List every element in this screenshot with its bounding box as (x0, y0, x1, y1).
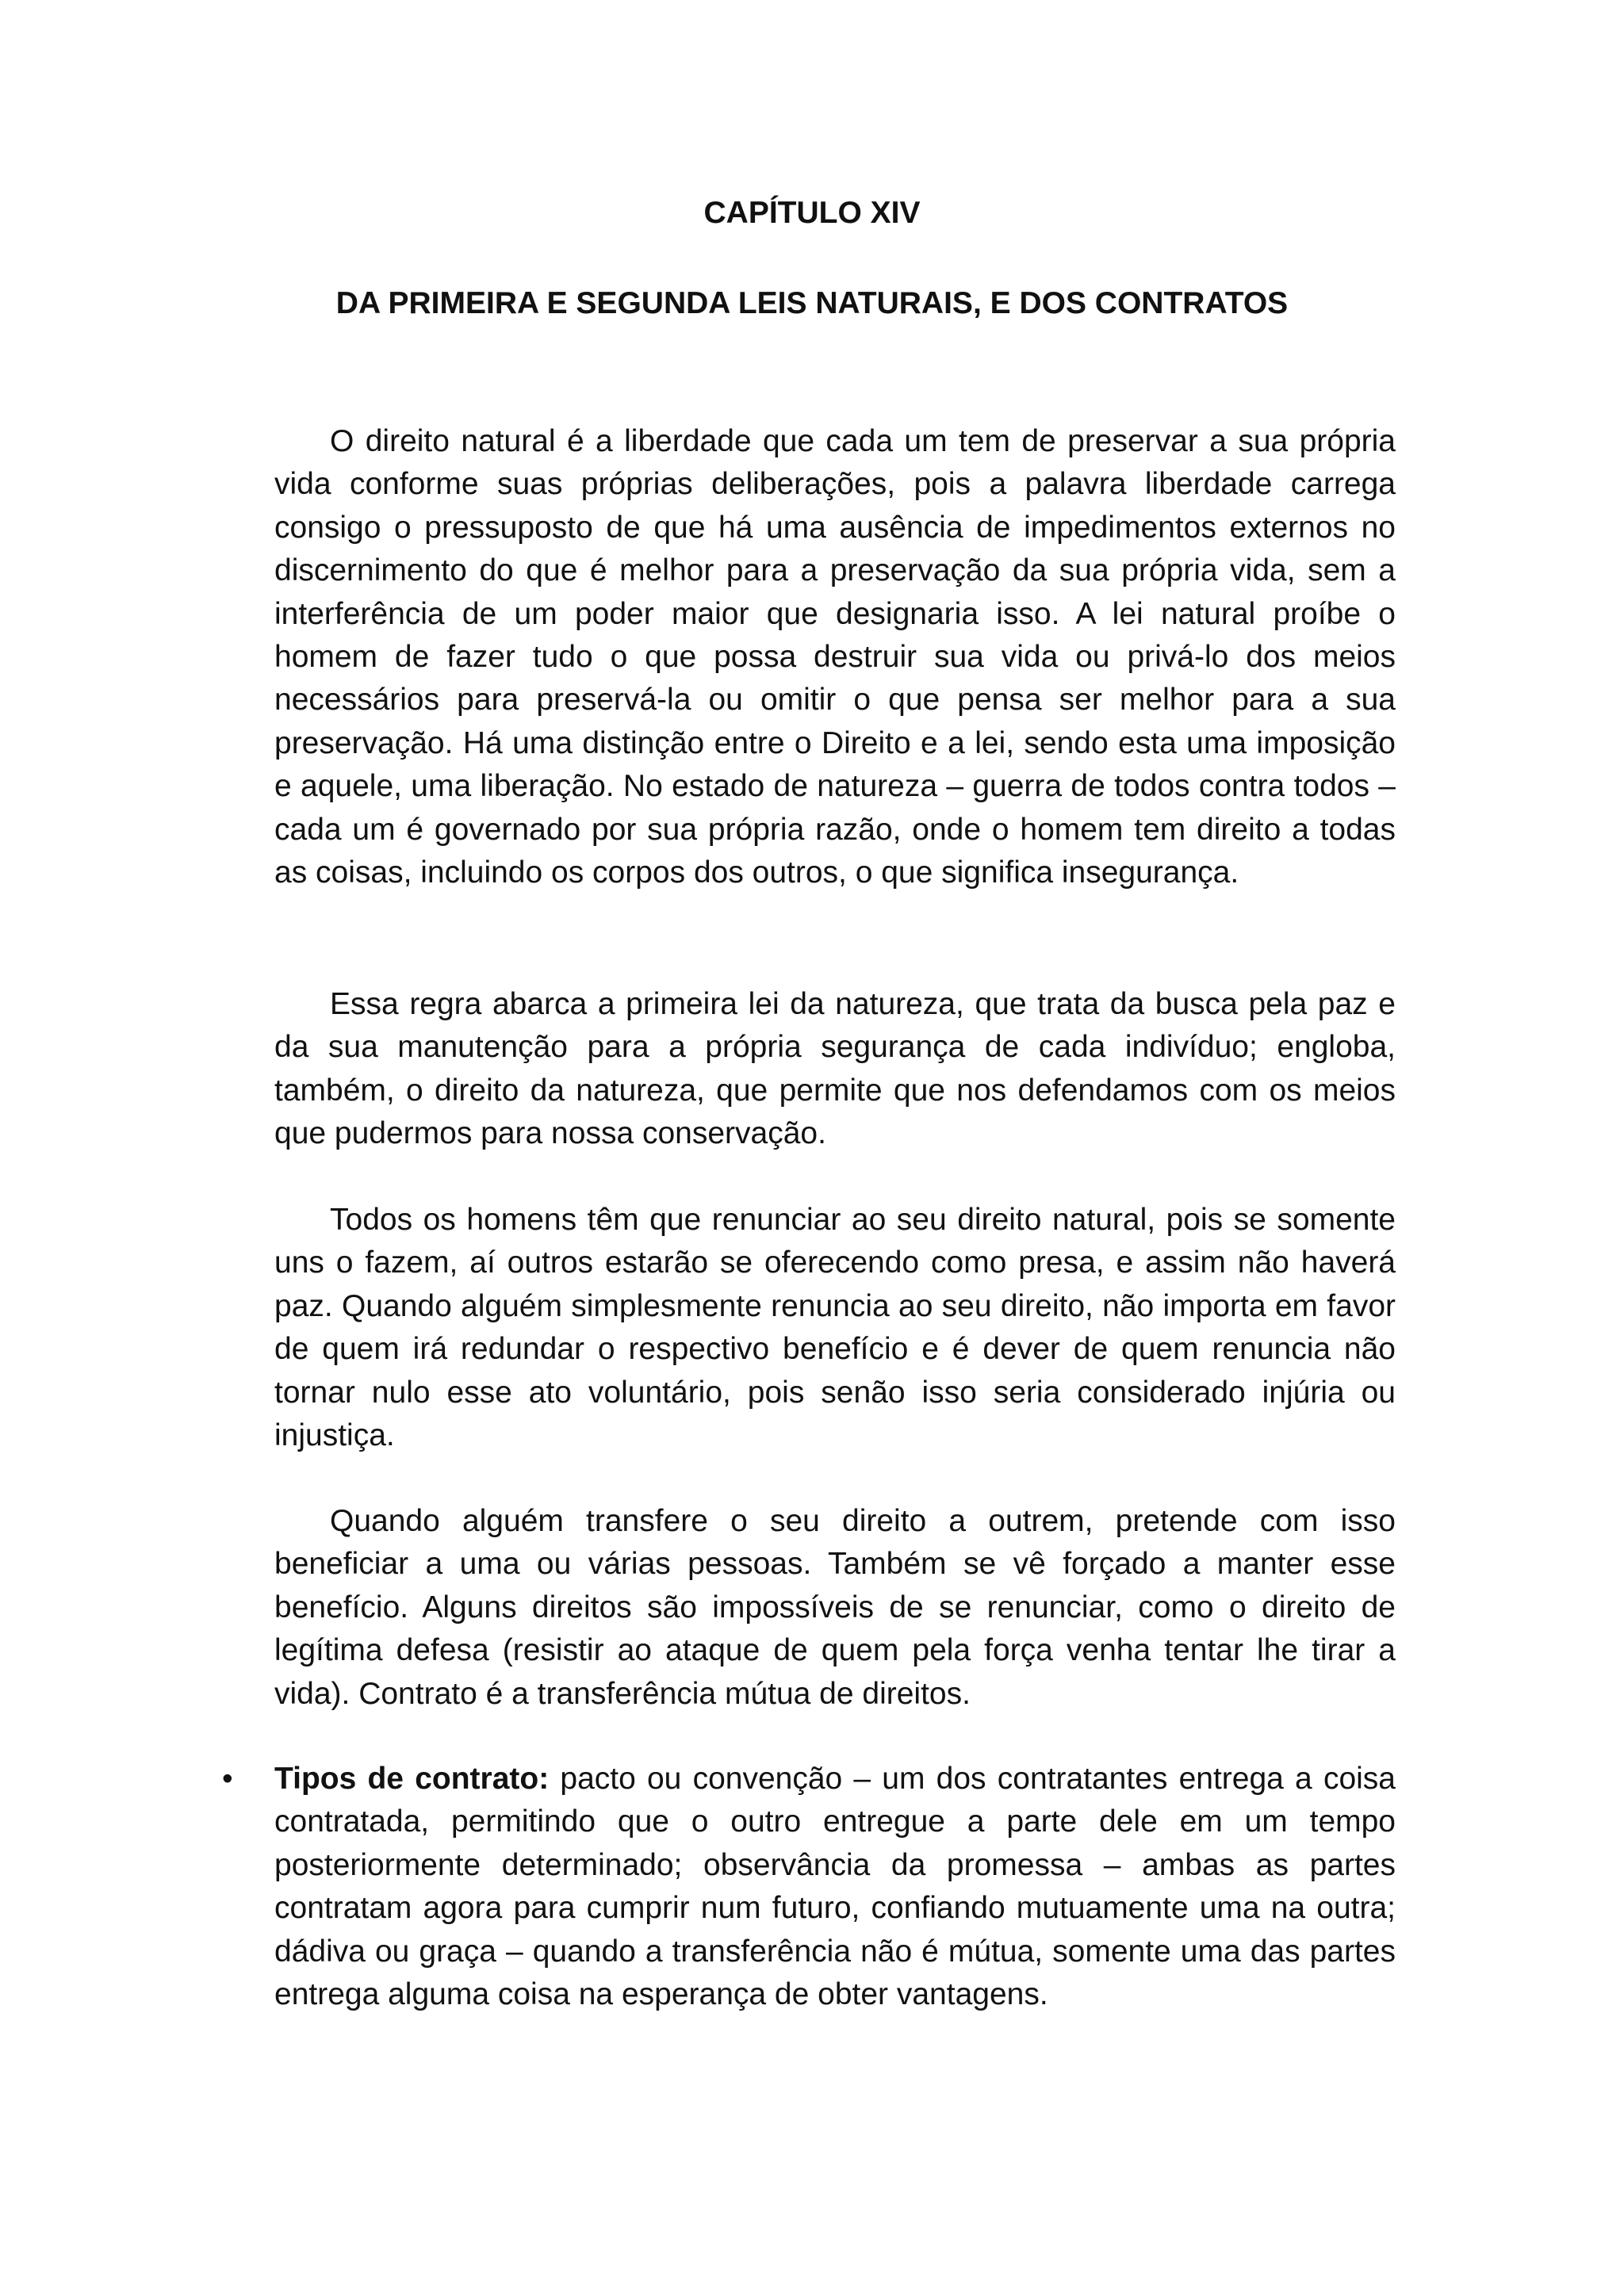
bullet-list-item (274, 1758, 1396, 2016)
paragraph-transferencia: Quando alguém transfere o seu direito a outrem, pretende com isso beneficiar a uma ou várias pessoas. Também se vê forçado a manter esse benefício. Alguns direitos são impossíveis de se renunciar, como o direito de legítima defesa (resistir ao ataque de quem pela força venha tentar lhe tirar a vida). Contrato é a transferência mútua de direitos. (274, 1504, 1396, 1711)
bullet-icon: • (222, 1762, 233, 1796)
bullet-text: pacto ou convenção – um dos contratantes entrega a coisa contratada, permitindo que o outro entregue a parte dele em um tempo posteriormente determinado; observância da promessa – ambas as partes contratam agora para cumprir num futuro, confiando mutuamente uma na outra; dádiva ou graça – quando a transferência não é mútua, somente uma das partes entrega alguma coisa na esperança de obter vantagens. (274, 1762, 1396, 2012)
chapter-heading: CAPÍTULO XIV (703, 196, 921, 230)
paragraph-primeira-lei: Essa regra abarca a primeira lei da natureza, que trata da busca pela paz e da sua manutenção para a própria segurança de cada indivíduo; engloba, também, o direito da natureza, que permite que nos defendamos com os meios que pudermos para nossa conservação. (274, 987, 1396, 1151)
paragraph-direito-natural: O direito natural é a liberdade que cada um tem de preservar a sua própria vida conforme suas próprias deliberações, pois a palavra liberdade carrega consigo o pressuposto de que há uma ausência de impedimentos externos no discernimento do que é melhor para a preservação da sua própria vida, sem a interferência de um poder maior que designaria isso. A lei natural proíbe o homem de fazer tudo o que possa destruir sua vida ou privá-lo dos meios necessários para preservá-la ou omitir o que pensa ser melhor para a sua preservação. Há uma distinção entre o Direito e a lei, sendo esta uma imposição e aquele, uma liberação. No estado de natureza – guerra de todos contra todos – cada um é governado por sua própria razão, onde o homem tem direito a todas as coisas, incluindo os corpos dos outros, o que significa insegurança. (274, 424, 1396, 890)
bullet-label: Tipos de contrato: (274, 1762, 550, 1796)
paragraph-renuncia: Todos os homens têm que renunciar ao seu direito natural, pois se somente uns o fazem, aí outros estarão se oferecendo como presa, e assim não haverá paz. Quando alguém simplesmente renuncia ao seu direito, não importa em favor de quem irá redundar o respectivo benefício e é dever de quem renuncia não tornar nulo esse ato voluntário, pois senão isso seria considerado injúria ou injustiça. (274, 1203, 1396, 1453)
chapter-title: DA PRIMEIRA E SEGUNDA LEIS NATURAIS, E DOS CONTRATOS (335, 286, 1289, 320)
